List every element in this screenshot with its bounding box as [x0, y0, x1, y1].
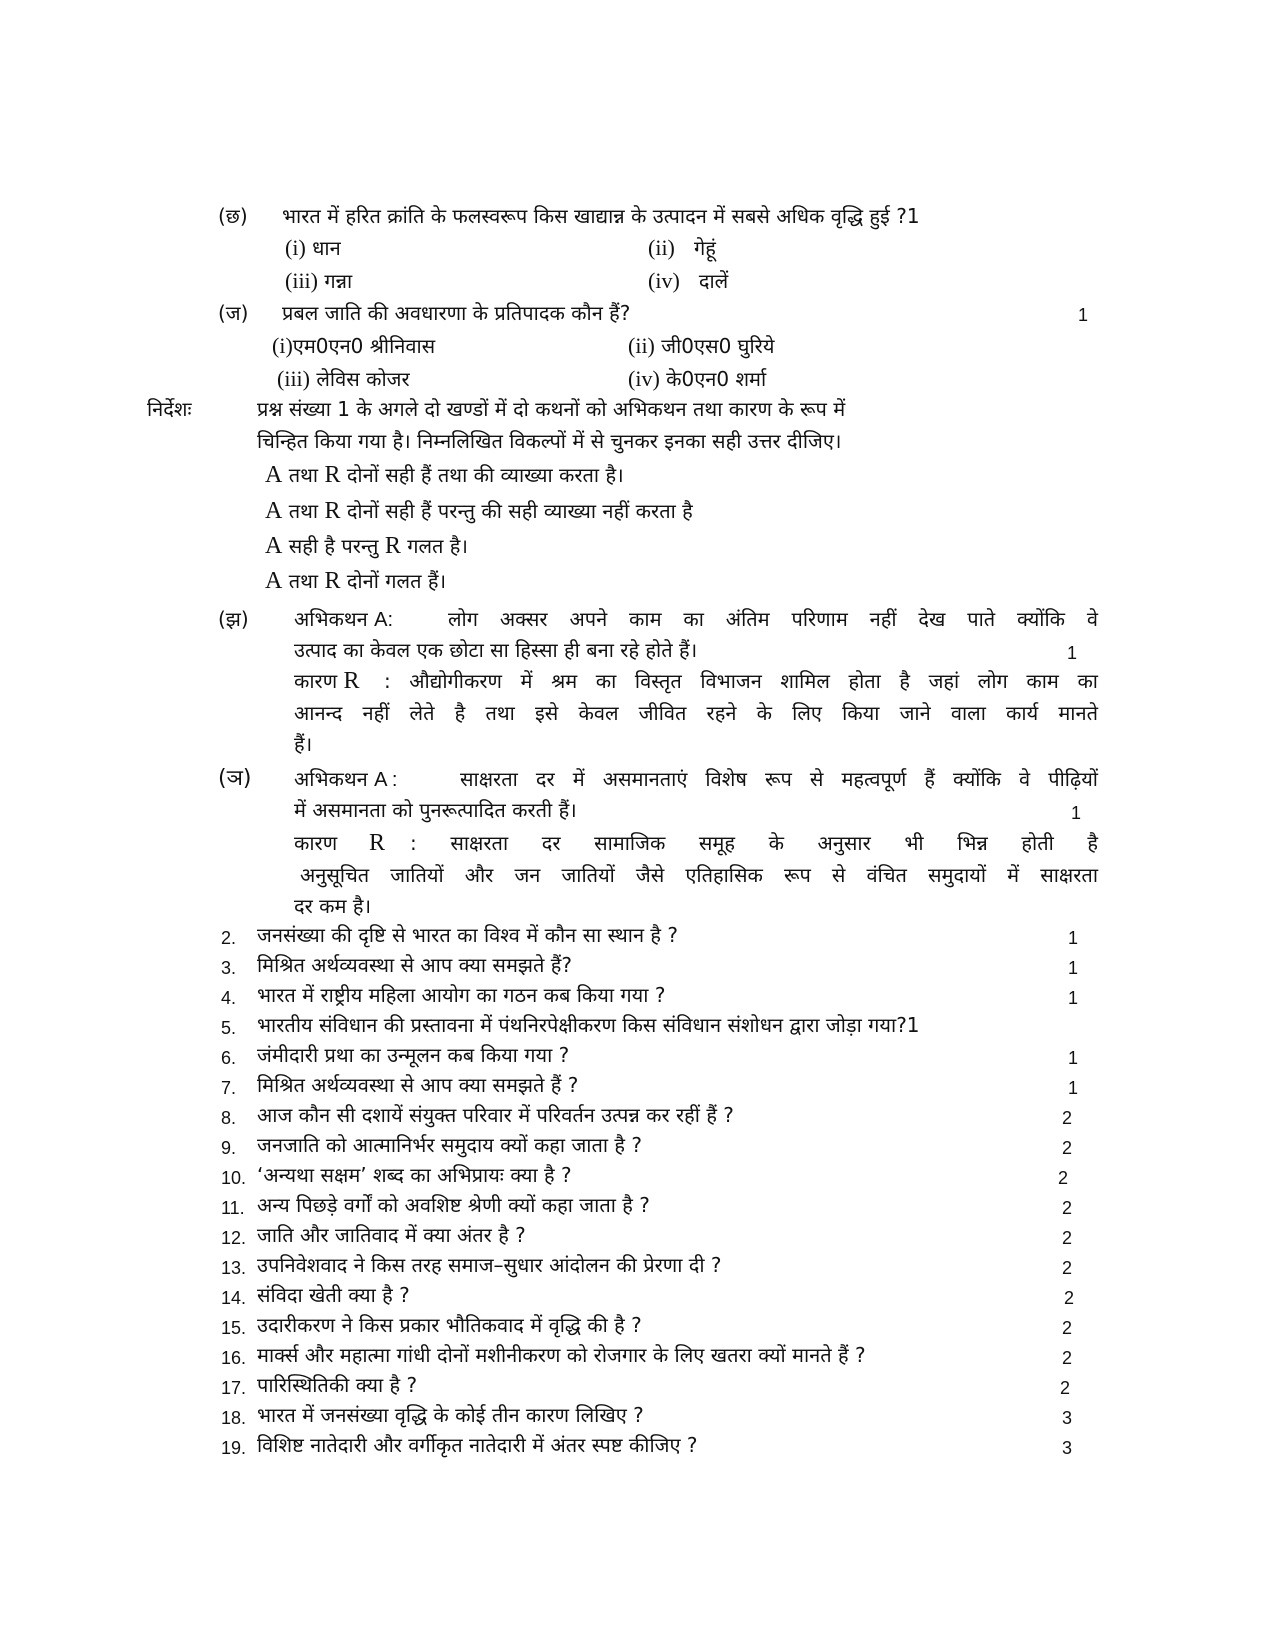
- assertion-letter: A :: [374, 769, 398, 791]
- question-number: 2.: [221, 928, 237, 948]
- assertion-text: उत्पाद का केवल एक छोटा सा हिस्सा ही बना रहे होते हैं।: [294, 638, 698, 662]
- marks: 2: [1062, 1198, 1073, 1218]
- marks: 2: [1062, 1348, 1073, 1368]
- assertion-text: में असमानता को पुनरूत्पादित करती हैं।: [294, 798, 577, 822]
- option-text: दालें: [698, 269, 729, 293]
- question-text: अन्य पिछड़े वर्गों को अवशिष्ट श्रेणी क्यों कहा जाता है ?: [257, 1193, 650, 1217]
- choice: A तथा R दोनों गलत हैं।: [265, 568, 447, 594]
- question-number: 9.: [221, 1138, 237, 1158]
- marks: 1: [1068, 958, 1079, 978]
- option-text: धान: [312, 236, 341, 260]
- option-text: गन्ना: [324, 269, 353, 293]
- option-text: के0एन0 शर्मा: [666, 367, 767, 391]
- assertion-label: अभिकथन: [294, 607, 368, 631]
- option-text: जी0एस0 घुरिये: [661, 334, 775, 358]
- assertion-label: अभिकथन: [294, 767, 368, 791]
- marks: 2: [1062, 1258, 1073, 1278]
- instructions-line: प्रश्न संख्या 1 के अगले दो खण्डों में दो कथनों को अभिकथन तथा कारण के रूप में: [257, 397, 846, 421]
- reason-text: : साक्षरता दर सामाजिक समूह के अनुसार भी भिन्न होती है: [410, 831, 1098, 855]
- marks: 3: [1062, 1408, 1073, 1428]
- marks: 2: [1062, 1138, 1073, 1158]
- question-number: 3.: [221, 958, 237, 978]
- marks: 1: [1078, 305, 1089, 325]
- reason-label: कारण: [294, 669, 338, 693]
- question-text: जनजाति को आत्मानिर्भर समुदाय क्यों कहा जाता है ?: [257, 1133, 643, 1157]
- question-number: 17.: [221, 1378, 247, 1398]
- reason-text: अनुसूचित जातियों और जन जातियों जैसे एतिहासिक रूप से वंचित समुदायों में साक्षरता: [300, 863, 1098, 887]
- marks: 2: [1058, 1168, 1069, 1188]
- choice: A तथा R दोनों सही हैं तथा की व्याख्या करता है।: [265, 462, 624, 488]
- question-number: 13.: [221, 1258, 247, 1278]
- question-number: 11.: [221, 1198, 245, 1218]
- question-text: भारत में हरित क्रांति के फलस्वरूप किस खाद्यान्न के उत्पादन में सबसे अधिक वृद्धि हुई ?1: [282, 204, 920, 228]
- option-number: (i): [285, 235, 306, 260]
- question-number: 7.: [221, 1078, 237, 1098]
- option-number: (iv): [628, 366, 660, 391]
- question-number: 14.: [221, 1288, 247, 1308]
- question-label: (झ): [218, 607, 249, 631]
- option-text: गेहूं: [693, 236, 716, 260]
- question-text: पारिस्थितिकी क्या है ?: [257, 1373, 418, 1397]
- question-text: उदारीकरण ने किस प्रकार भौतिकवाद में वृद्धि की है ?: [257, 1313, 642, 1337]
- question-text: जनसंख्या की दृष्टि से भारत का विश्व में कौन सा स्थान है ?: [257, 923, 679, 947]
- option-number: (iii): [277, 366, 310, 391]
- question-text: भारत में राष्ट्रीय महिला आयोग का गठन कब किया गया ?: [257, 983, 666, 1007]
- reason-letter: R: [343, 668, 360, 694]
- question-number: 10.: [221, 1168, 247, 1188]
- question-text: भारत में जनसंख्या वृद्धि के कोई तीन कारण लिखिए ?: [257, 1403, 644, 1427]
- assertion-text: साक्षरता दर में असमानताएं विशेष रूप से महत्वपूर्ण हैं क्योंकि वे पीढ़ियों: [460, 767, 1098, 791]
- question-text: मिश्रित अर्थव्यवस्था से आप क्या समझते हैं ?: [257, 1073, 579, 1097]
- question-text: संविदा खेती क्या है ?: [257, 1283, 410, 1307]
- marks: 1: [1068, 928, 1079, 948]
- question-text: जाति और जातिवाद में क्या अंतर है ?: [257, 1223, 526, 1247]
- marks: 2: [1060, 1378, 1071, 1398]
- question-number: 8.: [221, 1108, 237, 1128]
- option-text: लेविस कोजर: [316, 367, 410, 391]
- reason-text: : औद्योगीकरण में श्रम का विस्तृत विभाजन शामिल होता है जहां लोग काम का: [384, 669, 1098, 693]
- option-number: (iii): [285, 268, 318, 293]
- question-number: 16.: [221, 1348, 247, 1368]
- question-label: (छ): [218, 204, 248, 228]
- choice: A सही है परन्तु R गलत है।: [265, 533, 468, 559]
- question-text: आज कौन सी दशायें संयुक्त परिवार में परिवर्तन उत्पन्न कर रहीं हैं ?: [257, 1103, 734, 1127]
- question-text: विशिष्ट नातेदारी और वर्गीकृत नातेदारी में अंतर स्पष्ट कीजिए ?: [257, 1433, 698, 1457]
- question-number: 12.: [221, 1228, 247, 1248]
- instructions-line: चिन्हित किया गया है। निम्नलिखित विकल्पों में से चुनकर इनका सही उत्तर दीजिए।: [257, 429, 842, 453]
- question-text: ‘अन्यथा सक्षम’ शब्द का अभिप्रायः क्या है ?: [257, 1163, 572, 1187]
- question-label: (ज): [218, 301, 249, 325]
- question-label: (ञ): [218, 766, 252, 791]
- marks: 1: [1068, 1078, 1079, 1098]
- marks: 2: [1062, 1108, 1073, 1128]
- marks: 1: [1071, 803, 1082, 823]
- question-number: 4.: [221, 988, 237, 1008]
- assertion-letter: A:: [374, 609, 394, 631]
- instructions-label: निर्देशः: [147, 397, 192, 421]
- assertion-text: लोग अक्सर अपने काम का अंतिम परिणाम नहीं देख पाते क्योंकि वे: [448, 607, 1098, 631]
- question-text: मार्क्स और महात्मा गांधी दोनों मशीनीकरण को रोजगार के लिए खतरा क्यों मानते हैं ?: [257, 1343, 866, 1367]
- marks: 3: [1062, 1438, 1073, 1458]
- question-number: 5.: [221, 1018, 237, 1038]
- question-text: मिश्रित अर्थव्यवस्था से आप क्या समझते हैं?: [257, 953, 573, 977]
- question-number: 18.: [221, 1408, 247, 1428]
- option-number: (ii): [628, 333, 655, 358]
- question-number: 19.: [221, 1438, 247, 1458]
- marks: 2: [1062, 1318, 1073, 1338]
- choice: A तथा R दोनों सही हैं परन्तु की सही व्याख्या नहीं करता है: [265, 498, 693, 524]
- option-text: एम0एन0 श्रीनिवास: [292, 334, 436, 358]
- option-number: (i): [272, 333, 293, 358]
- question-text: प्रबल जाति की अवधारणा के प्रतिपादक कौन हैं?: [282, 301, 631, 325]
- marks: 1: [1068, 988, 1079, 1008]
- question-number: 15.: [221, 1318, 247, 1338]
- marks: 1: [1067, 643, 1078, 663]
- reason-text: दर कम है।: [294, 894, 372, 918]
- reason-text: आनन्द नहीं लेते है तथा इसे केवल जीवित रहने के लिए किया जाने वाला कार्य मानते: [294, 701, 1098, 725]
- marks: 2: [1062, 1228, 1073, 1248]
- question-text: भारतीय संविधान की प्रस्तावना में पंथनिरपेक्षीकरण किस संविधान संशोधन द्वारा जोड़ा गया?1: [257, 1013, 920, 1037]
- option-number: (ii): [648, 235, 675, 260]
- option-number: (iv): [648, 268, 680, 293]
- reason-label: कारण: [294, 831, 338, 855]
- question-number: 6.: [221, 1048, 237, 1068]
- reason-letter: R: [368, 830, 385, 856]
- question-text: जंमीदारी प्रथा का उन्मूलन कब किया गया ?: [257, 1043, 570, 1067]
- reason-text: हैं।: [294, 732, 313, 756]
- question-text: उपनिवेशवाद ने किस तरह समाज–सुधार आंदोलन की प्रेरणा दी ?: [257, 1253, 722, 1277]
- marks: 2: [1064, 1288, 1075, 1308]
- marks: 1: [1068, 1048, 1079, 1068]
